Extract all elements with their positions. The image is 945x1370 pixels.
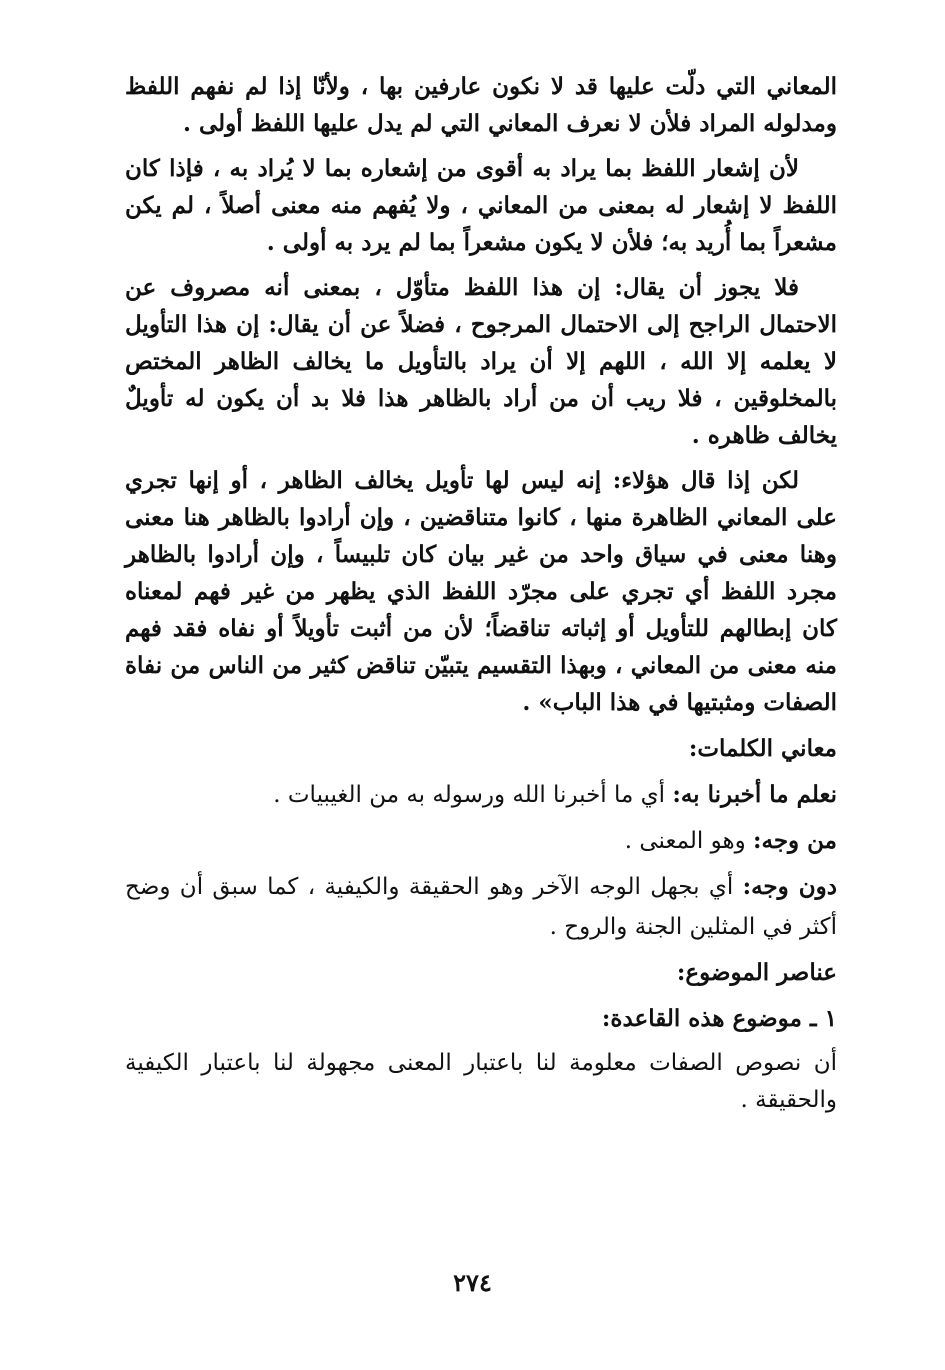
vocab-definition: أي بجهل الوجه الآخر وهو الحقيقة والكيفية ، كما سبق أن وضح أكثر في المثلين الجنة والروح . <box>125 874 837 940</box>
vocab-term: دون وجه: <box>742 873 837 900</box>
paragraph-4: لكن إذا قال هؤلاء: إنه ليس لها تأويل يخالف الظاهر ، أو إنها تجري على المعاني الظاهرة منها ، كانوا متناقضين ، وإن أرادوا بالظاهر هنا معنى وهنا معنى في سياق واحد من غير بيان كان تلبيساً ، وإن أرادوا بالظاهر مجرد اللفظ أي تجري على مجرّد اللفظ الذي يظهر من غير فهم لمعناه كان إبطالهم للتأويل أو إثباته تناقضاً؛ لأن من أثبت تأويلاً أو نفاه فقد فهم منه معنى من المعاني ، وبهذا التقسيم يتبيّن تناقض كثير من الناس من نفاة الصفات ومثبتيها في هذا الباب» . <box>125 467 837 716</box>
vocab-definition: وهو المعنى . <box>624 828 754 854</box>
paragraph-1: المعاني التي دلّت عليها قد لا نكون عارفين بها ، ولأنّا إذا لم نفهم اللفظ ومدلوله المراد فلأن لا نعرف المعاني التي لم يدل عليها اللفظ أولى . <box>125 73 837 137</box>
vocab-item <box>125 775 837 815</box>
topic-subheading: ١ ـ موضوع هذه القاعدة: <box>601 1005 837 1032</box>
vocab-item <box>125 867 837 947</box>
vocab-definition: أي ما أخبرنا الله ورسوله به من الغيبيات . <box>273 782 673 808</box>
paragraph-3: فلا يجوز أن يقال: إن هذا اللفظ متأوّل ، بمعنى أنه مصروف عن الاحتمال الراجح إلى الاحتمال المرجوح ، فضلاً عن أن يقال: إن هذا التأويل لا يعلمه إلا الله ، اللهم إلا أن يراد بالتأويل ما يخالف الظاهر المختص بالمخلوقين ، فلا ريب أن من أراد بالظاهر هذا فلا بد أن يكون له تأويلٌ يخالف ظاهره . <box>125 274 837 449</box>
vocab-term: من وجه: <box>753 827 837 854</box>
vocab-term: نعلم ما أخبرنا به: <box>672 781 837 808</box>
page-body <box>125 68 837 1127</box>
vocab-item <box>125 821 837 861</box>
vocab-heading: معاني الكلمات: <box>688 735 837 762</box>
topic-text: أن نصوص الصفات معلومة لنا باعتبار المعنى مجهولة لنا باعتبار الكيفية والحقيقة . <box>125 1050 837 1113</box>
paragraph-2: لأن إشعار اللفظ بما يراد به أقوى من إشعاره بما لا يُراد به ، فإذا كان اللفظ لا إشعار له بمعنى من المعاني ، ولا يُفهم منه معنى أصلاً ، لم يكن مشعراً بما أُريد به؛ فلأن لا يكون مشعراً بما لم يرد به أولى . <box>125 155 837 256</box>
topic-elements-heading: عناصر الموضوع: <box>676 959 837 986</box>
page-number: ٢٧٤ <box>453 1268 492 1297</box>
